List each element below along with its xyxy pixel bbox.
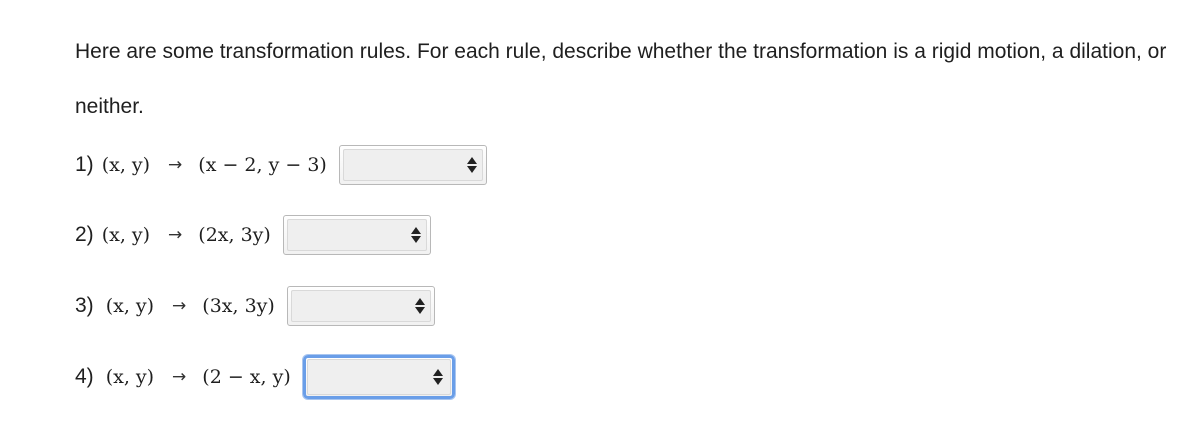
- rule-input: (x, y): [105, 295, 155, 317]
- rule-input: (x, y): [101, 154, 151, 176]
- instructions-text: Here are some transformation rules. For each rule, describe whether the transformation is a rigid motion, a dilation, or neither.: [75, 40, 1167, 118]
- rule-input: (x, y): [101, 224, 151, 246]
- problem-1: [75, 145, 487, 185]
- maps-to-arrow: →: [172, 367, 187, 387]
- up-down-arrows-icon: [433, 369, 443, 385]
- rule-output: (2 − x, y): [202, 366, 291, 388]
- up-down-arrows-icon: [415, 298, 425, 314]
- problem-number: 2): [75, 223, 94, 246]
- problem-number: 3): [75, 294, 94, 317]
- maps-to-arrow: →: [168, 225, 183, 245]
- maps-to-arrow: →: [168, 155, 183, 175]
- answer-select-2[interactable]: [283, 215, 431, 255]
- answer-select-3[interactable]: [287, 286, 435, 326]
- up-down-arrows-icon: [467, 157, 477, 173]
- problem-4: [75, 355, 455, 399]
- rule-input: (x, y): [105, 366, 155, 388]
- problem-3: [75, 286, 435, 326]
- maps-to-arrow: →: [172, 296, 187, 316]
- problem-2: [75, 215, 431, 255]
- answer-select-4[interactable]: [303, 355, 455, 399]
- answer-select-1[interactable]: [339, 145, 487, 185]
- rule-output: (x − 2, y − 3): [198, 154, 327, 176]
- problem-number: 1): [75, 153, 94, 176]
- problem-number: 4): [75, 365, 94, 388]
- up-down-arrows-icon: [411, 227, 421, 243]
- rule-output: (2x, 3y): [198, 224, 271, 246]
- rule-output: (3x, 3y): [202, 295, 275, 317]
